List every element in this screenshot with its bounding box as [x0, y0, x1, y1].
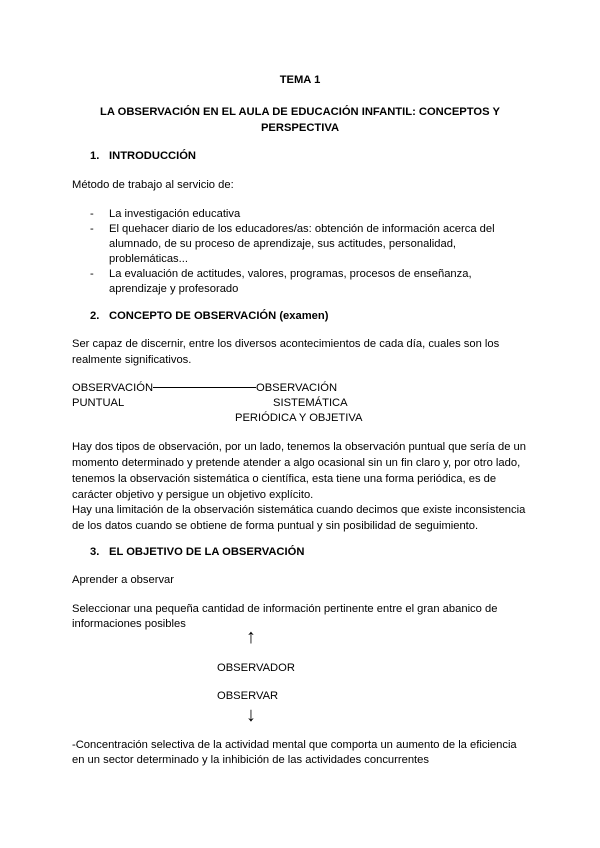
topic-label: TEMA 1 [279, 74, 321, 86]
paragraph-line: momento determinado y pretende atender a algo ocasional sin un fin claro y, por otro lado, [72, 457, 521, 469]
section-1-heading: INTRODUCCIÓN [109, 150, 197, 162]
paragraph-line: Ser capaz de discernir, entre los diversos acontecimientos de cada día, cuales son los [72, 338, 500, 350]
diagram-left-top: OBSERVACIÓN [72, 382, 154, 394]
bullet-dash: - [90, 208, 94, 220]
diagram-right-bottom: PERIÓDICA Y OBJETIVA [235, 412, 363, 424]
arrow-up-icon: ↑ [246, 626, 256, 648]
section-3-heading: EL OBJETIVO DE LA OBSERVACIÓN [109, 546, 305, 558]
diagram-connector-line [153, 387, 256, 388]
bullet-text: alumnado, de su proceso de aprendizaje, sus actitudes, personalidad, [109, 238, 457, 250]
paragraph-line: informaciones posibles [72, 618, 186, 630]
bullet-text: La evaluación de actitudes, valores, programas, procesos de enseñanza, [109, 268, 472, 280]
section-1-intro: Método de trabajo al servicio de: [72, 179, 234, 191]
bullet-dash: - [90, 268, 94, 280]
paragraph-line: -Concentración selectiva de la actividad mental que comporta un aumento de la eficiencia [72, 739, 517, 751]
bullet-dash: - [90, 223, 94, 235]
bullet-text: problemáticas... [109, 253, 188, 265]
arrow-down-icon: ↓ [246, 704, 256, 726]
diagram-right-top: OBSERVACIÓN [256, 382, 338, 394]
paragraph-line: Hay dos tipos de observación, por un lado, tenemos la observación puntual que sería de un [72, 441, 527, 453]
paragraph-line: en un sector determinado y la inhibición de las actividades concurrentes [72, 754, 429, 766]
observer-label: OBSERVADOR [217, 662, 295, 674]
bullet-text: La investigación educativa [109, 208, 241, 220]
section-2-number: 2. [90, 310, 100, 322]
paragraph-line: carácter objetivo y persigue un objetivo explícito. [72, 489, 314, 501]
section-2-heading: CONCEPTO DE OBSERVACIÓN (examen) [109, 310, 329, 322]
document-title-line-2: PERSPECTIVA [260, 122, 340, 134]
diagram-right-mid: SISTEMÁTICA [273, 397, 348, 409]
section-3-line: Aprender a observar [72, 574, 174, 586]
paragraph-line: Seleccionar una pequeña cantidad de información pertinente entre el gran abanico de [72, 603, 498, 615]
paragraph-line: tenemos la observación sistemática o científica, esta tiene una forma periódica, es de [72, 473, 497, 485]
bullet-text: aprendizaje y profesorado [109, 283, 239, 295]
section-1-number: 1. [90, 150, 100, 162]
paragraph-line: de los datos cuando se obtiene de forma puntual y sin posibilidad de seguimiento. [72, 520, 479, 532]
paragraph-line: realmente significativos. [72, 354, 192, 366]
diagram-left-bottom: PUNTUAL [72, 397, 125, 409]
document-title-line-1: LA OBSERVACIÓN EN EL AULA DE EDUCACIÓN INFANTIL: CONCEPTOS Y [100, 106, 500, 118]
paragraph-line: Hay una limitación de la observación sistemática cuando decimos que existe inconsistencia [72, 504, 526, 516]
observe-label: OBSERVAR [217, 690, 279, 702]
bullet-text: El quehacer diario de los educadores/as: obtención de información acerca del [109, 223, 495, 235]
section-3-number: 3. [90, 546, 100, 558]
